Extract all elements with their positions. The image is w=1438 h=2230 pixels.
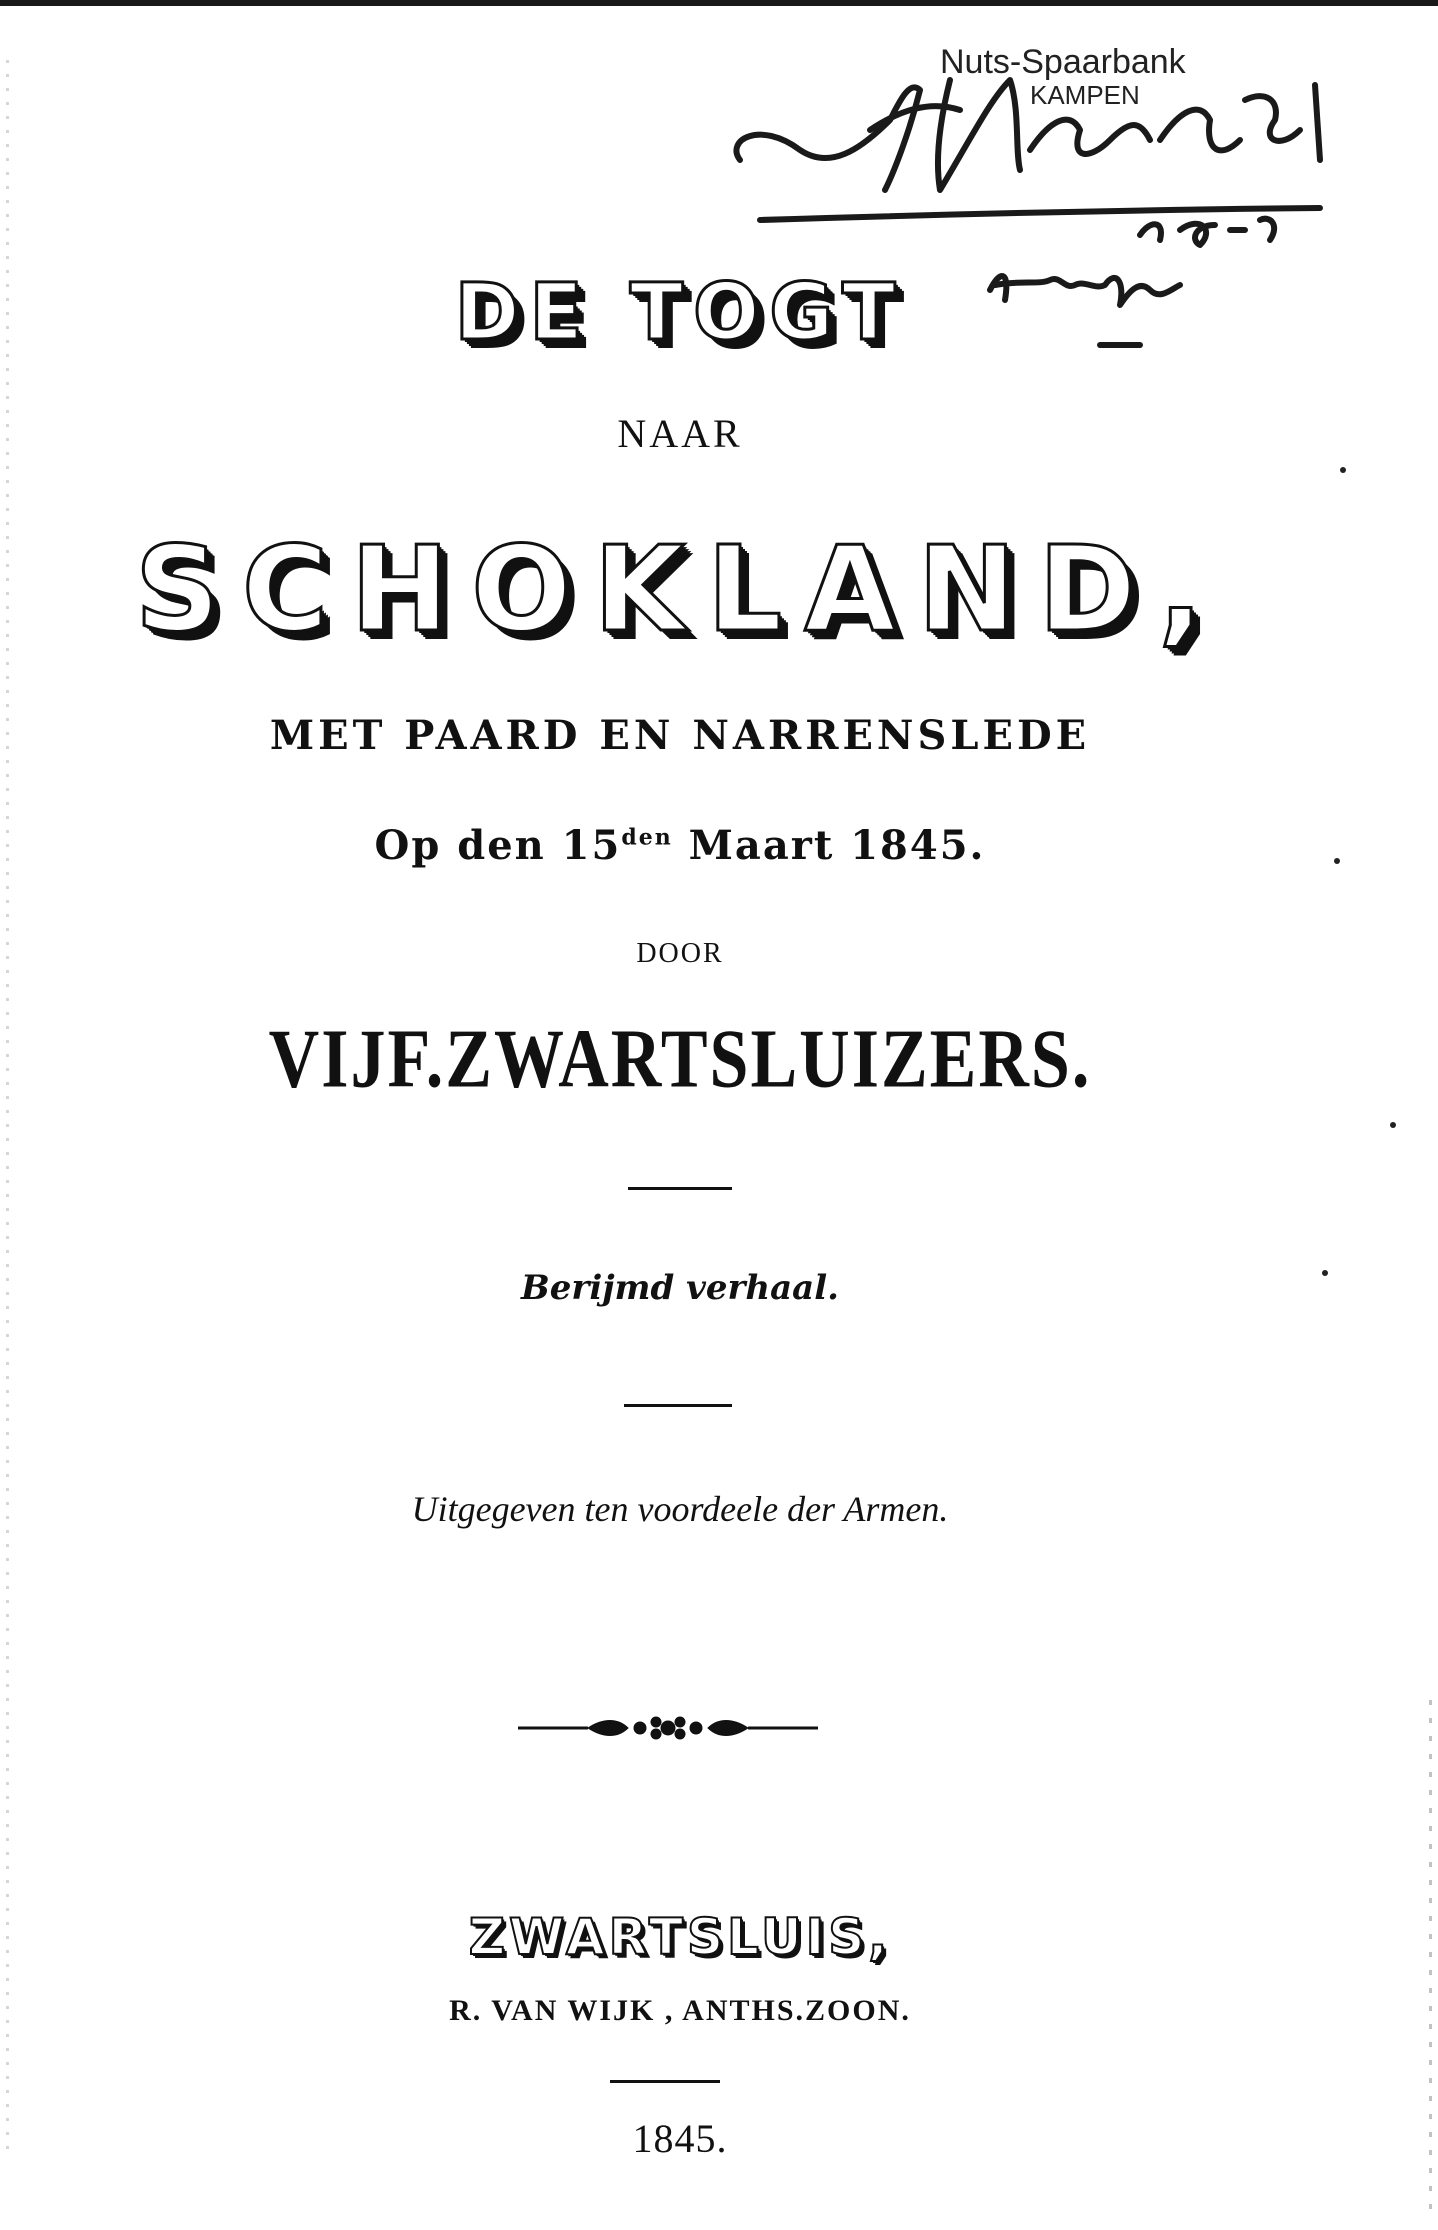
divider-rule bbox=[624, 1404, 732, 1407]
place-of-publication: ZWARTSLUIS, bbox=[468, 1908, 892, 1966]
ink-spot bbox=[1334, 858, 1340, 864]
date-prefix: Op den 15 bbox=[374, 822, 622, 869]
scan-left-edge bbox=[6, 60, 9, 2160]
divider-rule bbox=[628, 1187, 732, 1190]
publisher: R. VAN WIJK , ANTHS.ZOON. bbox=[449, 1994, 911, 2027]
title-de-togt: DE TOGT bbox=[454, 268, 906, 358]
date-suffix: Maart 1845. bbox=[672, 822, 986, 869]
genre: Berijmd verhaal. bbox=[521, 1268, 839, 1308]
library-stamp bbox=[940, 44, 1186, 110]
authors: VIJF.ZWARTSLUIZERS. bbox=[268, 1013, 1092, 1106]
ink-spot bbox=[1390, 1122, 1396, 1128]
scan-top-border bbox=[0, 0, 1438, 6]
title-naar: NAAR bbox=[617, 411, 743, 456]
publication-year: 1845. bbox=[632, 2116, 728, 2161]
by-label: DOOR bbox=[636, 938, 724, 969]
dedication: Uitgegeven ten voordeele der Armen. bbox=[411, 1489, 949, 1529]
divider-rule bbox=[610, 2080, 720, 2083]
scan-right-edge bbox=[1429, 1700, 1432, 2220]
ink-spot bbox=[1340, 467, 1346, 473]
stamp-name: Nuts-Spaarbank bbox=[940, 43, 1186, 81]
ornament-icon bbox=[518, 1710, 818, 1746]
date-superscript: den bbox=[621, 824, 673, 851]
stamp-city: KAMPEN bbox=[1030, 80, 1140, 111]
date-line bbox=[0, 822, 1360, 869]
subtitle: MET PAARD EN NARRENSLEDE bbox=[269, 712, 1091, 759]
ink-spot bbox=[1322, 1270, 1328, 1276]
title-schokland: SCHOKLAND, bbox=[134, 520, 1226, 658]
